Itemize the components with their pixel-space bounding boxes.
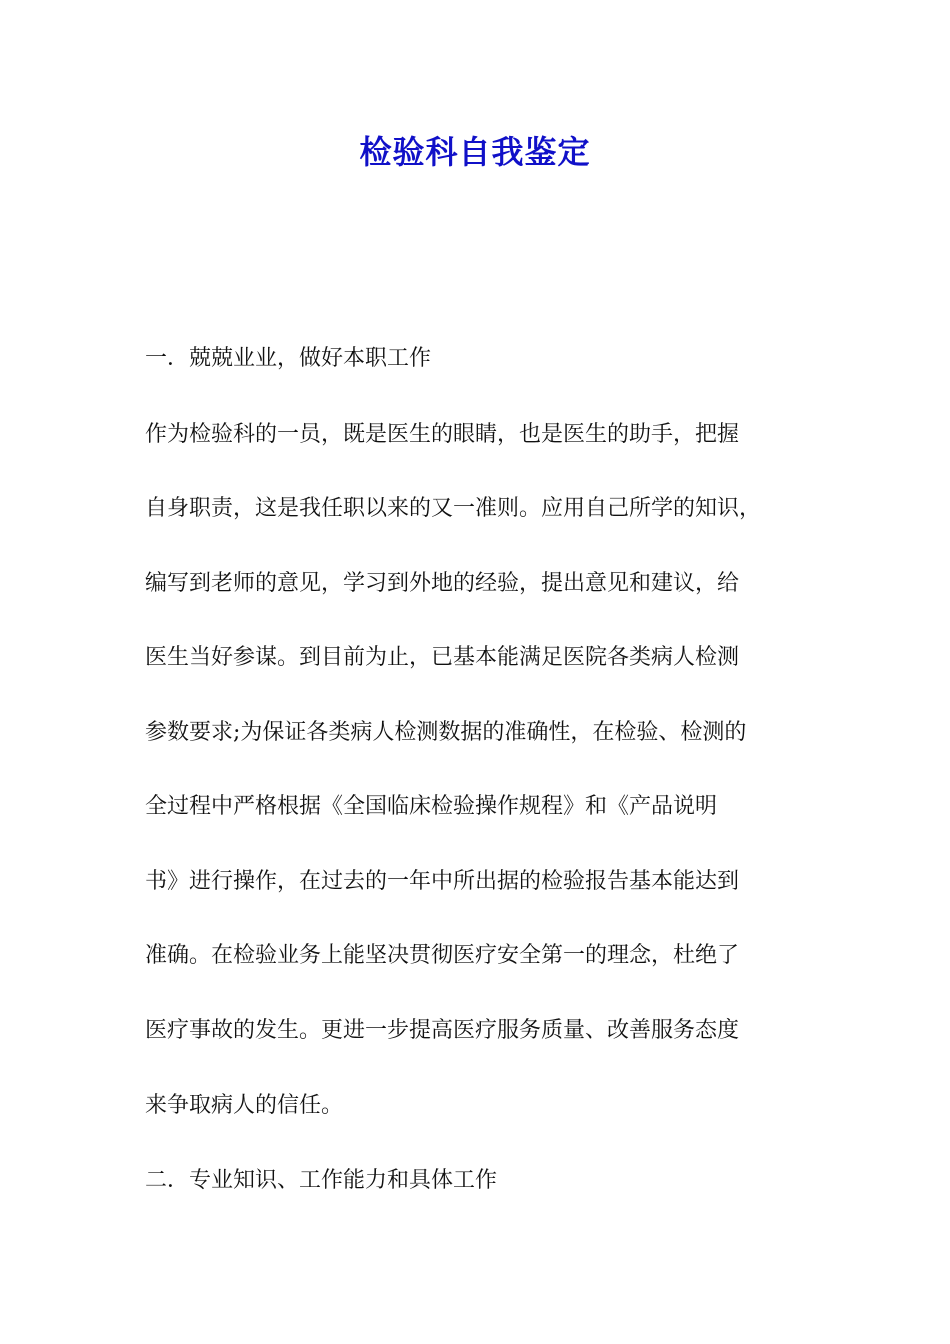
paragraph-line: 全过程中严格根据《全国临床检验操作规程》和《产品说明 — [145, 794, 718, 819]
paragraph-line: 医疗事故的发生。更进一步提高医疗服务质量、改善服务态度 — [145, 1018, 740, 1043]
paragraph-line: 作为检验科的一员，既是医生的眼睛，也是医生的助手，把握 — [145, 422, 740, 447]
document-title: 检验科自我鉴定 — [359, 133, 591, 171]
paragraph-line: 参数要求;为保证各类病人检测数据的准确性，在检验、检测的 — [145, 720, 747, 745]
paragraph-line: 准确。在检验业务上能坚决贯彻医疗安全第一的理念，杜绝了 — [145, 943, 740, 968]
section-heading-2: 二．专业知识、工作能力和具体工作 — [145, 1168, 498, 1193]
paragraph-line: 来争取病人的信任。 — [145, 1093, 344, 1118]
paragraph-line: 编写到老师的意见，学习到外地的经验，提出意见和建议，给 — [145, 571, 740, 596]
paragraph-line: 书》进行操作，在过去的一年中所出据的检验报告基本能达到 — [145, 869, 740, 894]
section-heading-1: 一．兢兢业业，做好本职工作 — [145, 346, 432, 371]
paragraph-line: 自身职责，这是我任职以来的又一准则。应用自己所学的知识， — [145, 496, 762, 521]
paragraph-line: 医生当好参谋。到目前为止，已基本能满足医院各类病人检测 — [145, 645, 740, 670]
